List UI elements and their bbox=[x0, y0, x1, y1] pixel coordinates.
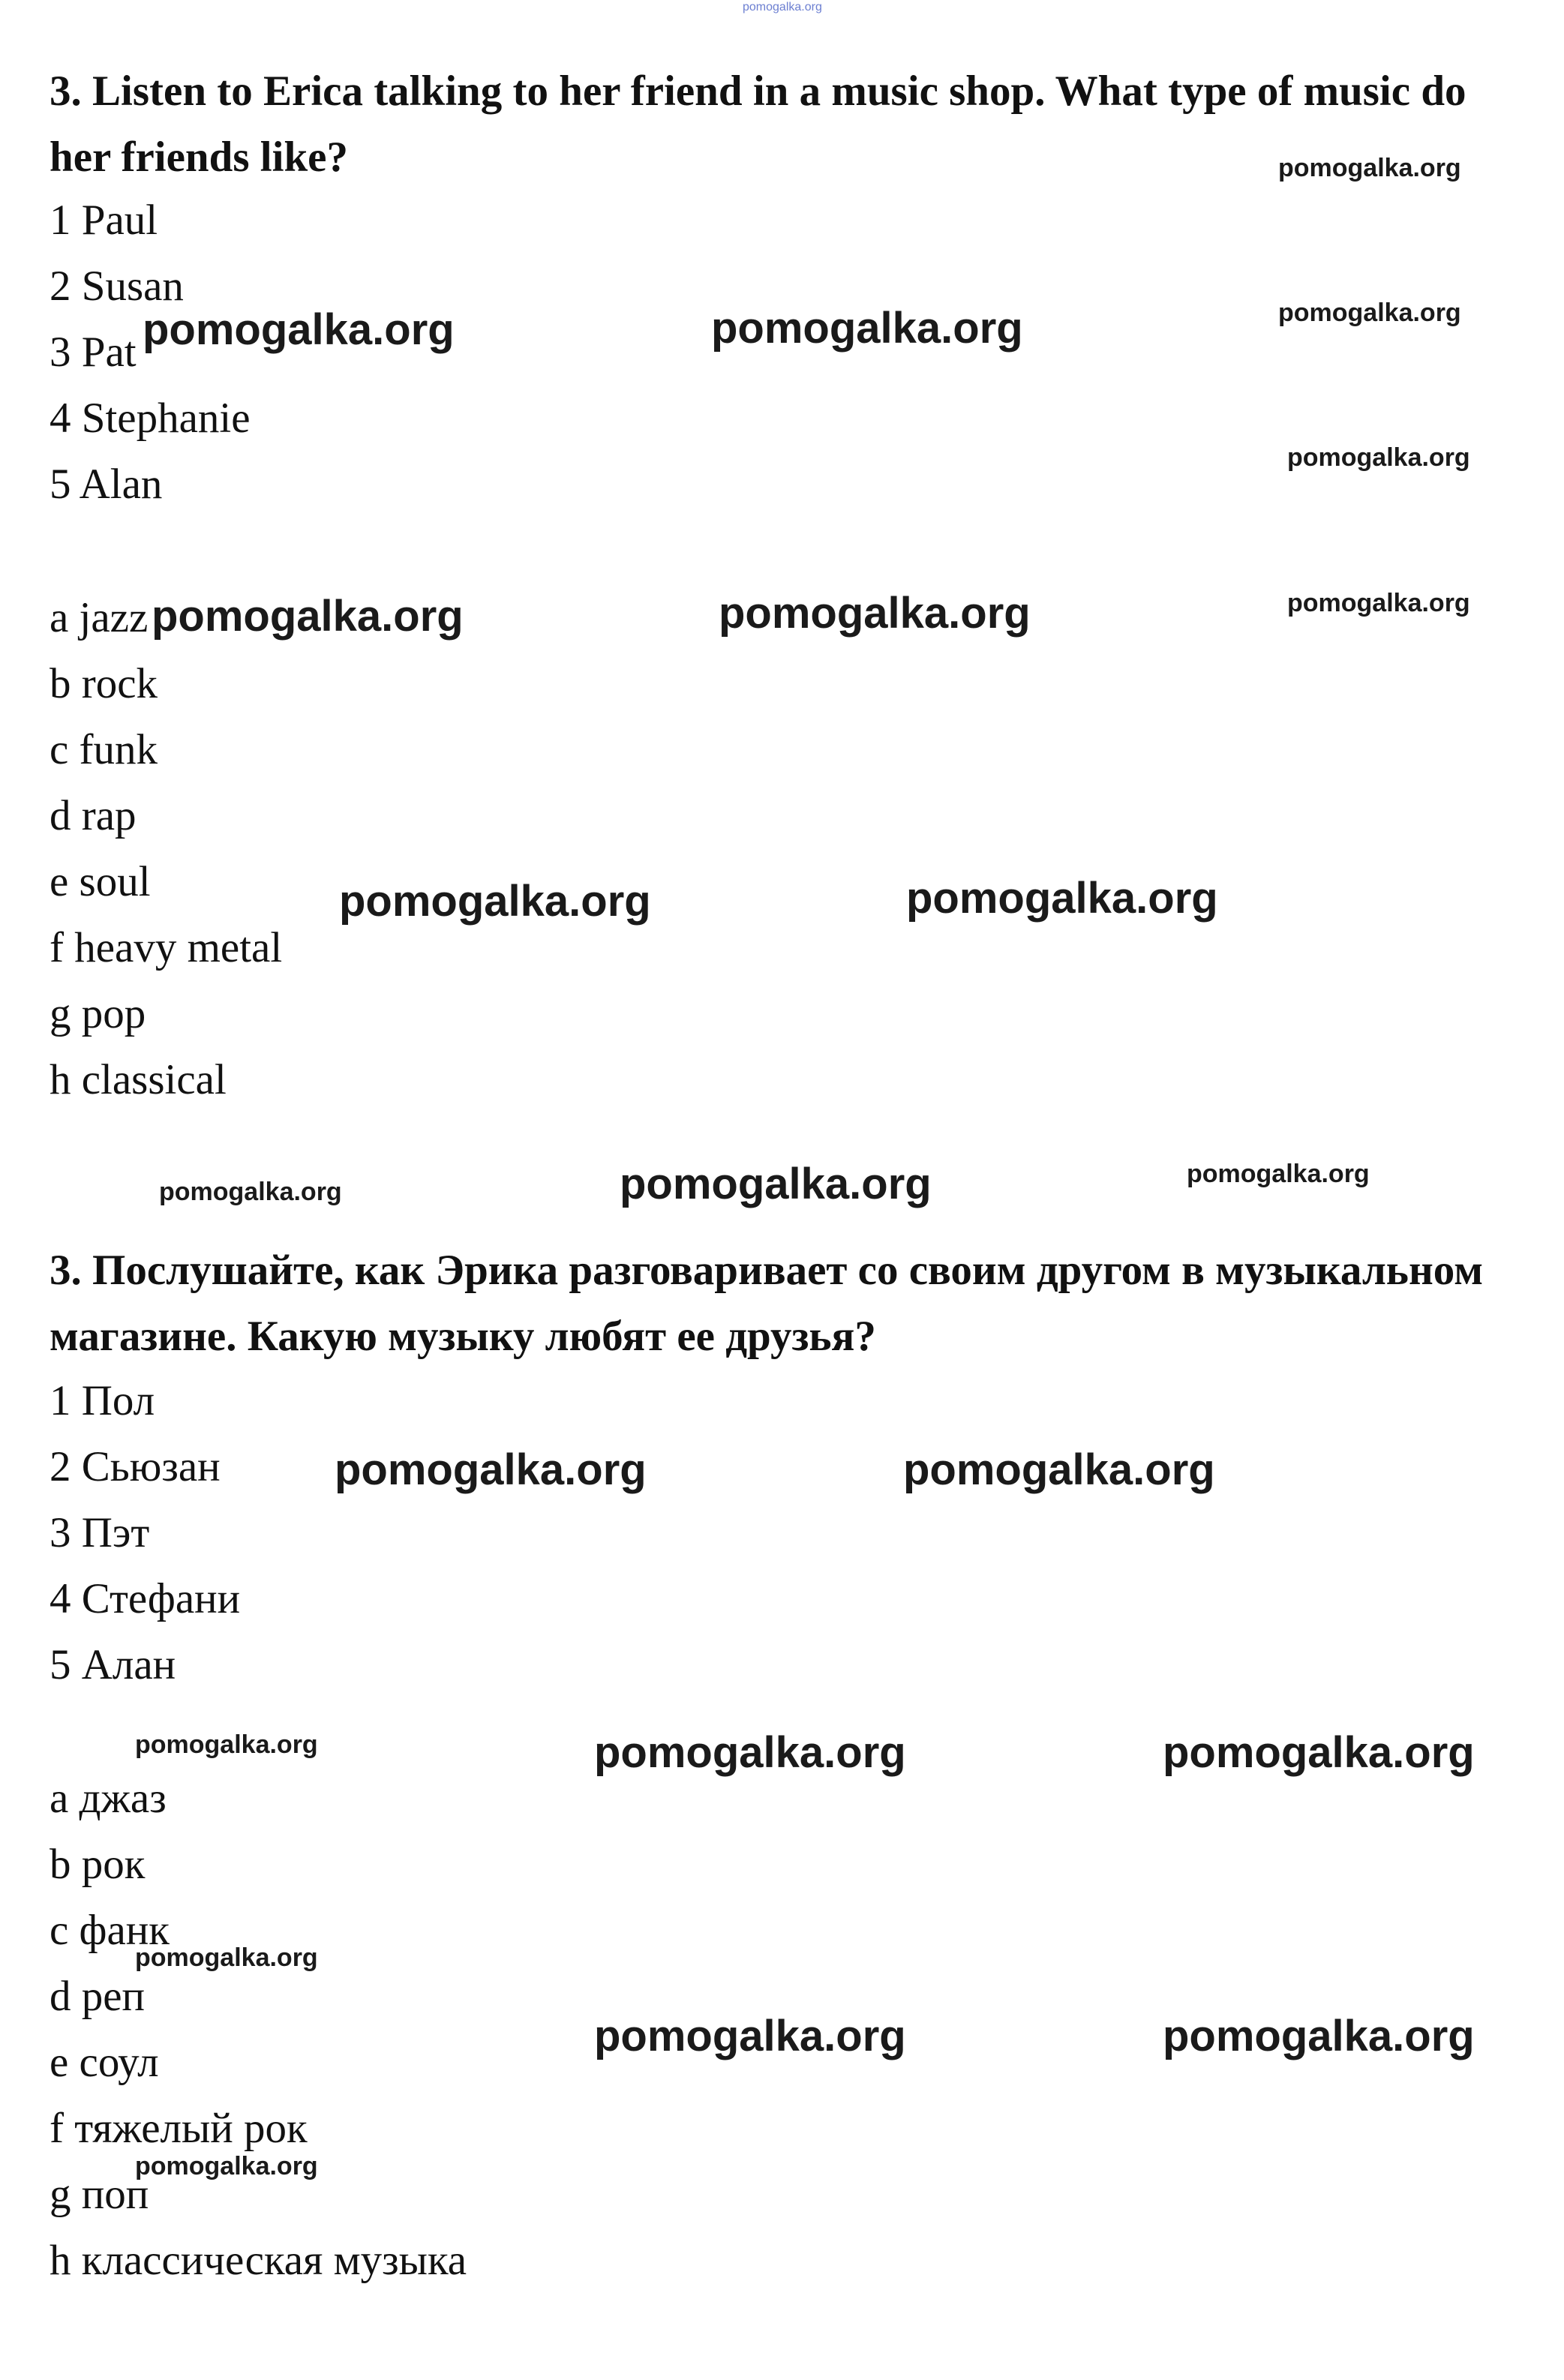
watermark: pomogalka.org bbox=[594, 2012, 906, 2060]
english-genre-b: b rock bbox=[50, 660, 158, 707]
russian-genre-e: e соул bbox=[50, 2039, 159, 2086]
english-genre-g: g pop bbox=[50, 990, 146, 1037]
english-genre-c: c funk bbox=[50, 726, 158, 773]
watermark: pomogalka.org bbox=[143, 305, 455, 354]
russian-friend-5: 5 Алан bbox=[50, 1641, 176, 1688]
russian-genre-a: a джаз bbox=[50, 1775, 167, 1822]
russian-genre-f: f тяжелый рок bbox=[50, 2105, 308, 2152]
watermark: pomogalka.org bbox=[1163, 1728, 1475, 1777]
watermark: pomogalka.org bbox=[711, 304, 1023, 353]
russian-friend-1: 1 Пол bbox=[50, 1377, 155, 1424]
russian-genre-d: d реп bbox=[50, 1973, 146, 2020]
english-heading: 3. Listen to Erica talking to her friend in a music shop. What type of music do her friends like? bbox=[50, 68, 1466, 181]
watermark: pomogalka.org bbox=[159, 1178, 342, 1206]
watermark: pomogalka.org bbox=[594, 1728, 906, 1777]
watermark-top: pomogalka.org bbox=[743, 1, 822, 14]
english-friend-4: 4 Stephanie bbox=[50, 395, 251, 442]
watermark: pomogalka.org bbox=[1287, 443, 1470, 472]
russian-genre-h: h классическая музыка bbox=[50, 2237, 467, 2284]
watermark: pomogalka.org bbox=[906, 874, 1218, 923]
watermark: pomogalka.org bbox=[903, 1445, 1215, 1494]
english-genre-f: f heavy metal bbox=[50, 924, 283, 971]
russian-friend-2: 2 Сьюзан bbox=[50, 1443, 221, 1490]
watermark: pomogalka.org bbox=[135, 1730, 318, 1759]
russian-genre-c: c фанк bbox=[50, 1907, 170, 1954]
watermark: pomogalka.org bbox=[1163, 2012, 1475, 2060]
watermark: pomogalka.org bbox=[719, 589, 1031, 638]
watermark: pomogalka.org bbox=[135, 2152, 318, 2180]
english-friend-2: 2 Susan bbox=[50, 263, 184, 310]
watermark: pomogalka.org bbox=[335, 1445, 647, 1494]
english-genre-a: a jazz bbox=[50, 594, 149, 641]
english-genre-h: h classical bbox=[50, 1056, 227, 1103]
russian-friend-4: 4 Стефани bbox=[50, 1575, 241, 1622]
watermark: pomogalka.org bbox=[152, 592, 464, 641]
watermark: pomogalka.org bbox=[1278, 154, 1461, 182]
watermark: pomogalka.org bbox=[135, 1943, 318, 1972]
english-genre-d: d rap bbox=[50, 792, 137, 839]
english-friend-3: 3 Pat bbox=[50, 329, 137, 376]
english-friend-5: 5 Alan bbox=[50, 461, 163, 508]
russian-genre-b: b рок bbox=[50, 1841, 146, 1888]
english-genre-e: e soul bbox=[50, 858, 151, 905]
russian-heading: 3. Послушайте, как Эрика разговаривает со своим другом в музыкальном магазине. Какую музыку любят ее друзья? bbox=[50, 1247, 1484, 1360]
russian-genre-g: g поп bbox=[50, 2171, 149, 2218]
watermark: pomogalka.org bbox=[1278, 299, 1461, 327]
watermark: pomogalka.org bbox=[1287, 589, 1470, 617]
russian-friend-3: 3 Пэт bbox=[50, 1509, 150, 1556]
watermark: pomogalka.org bbox=[620, 1160, 932, 1208]
watermark: pomogalka.org bbox=[1187, 1160, 1370, 1188]
english-friend-1: 1 Paul bbox=[50, 197, 158, 244]
watermark: pomogalka.org bbox=[339, 877, 651, 926]
